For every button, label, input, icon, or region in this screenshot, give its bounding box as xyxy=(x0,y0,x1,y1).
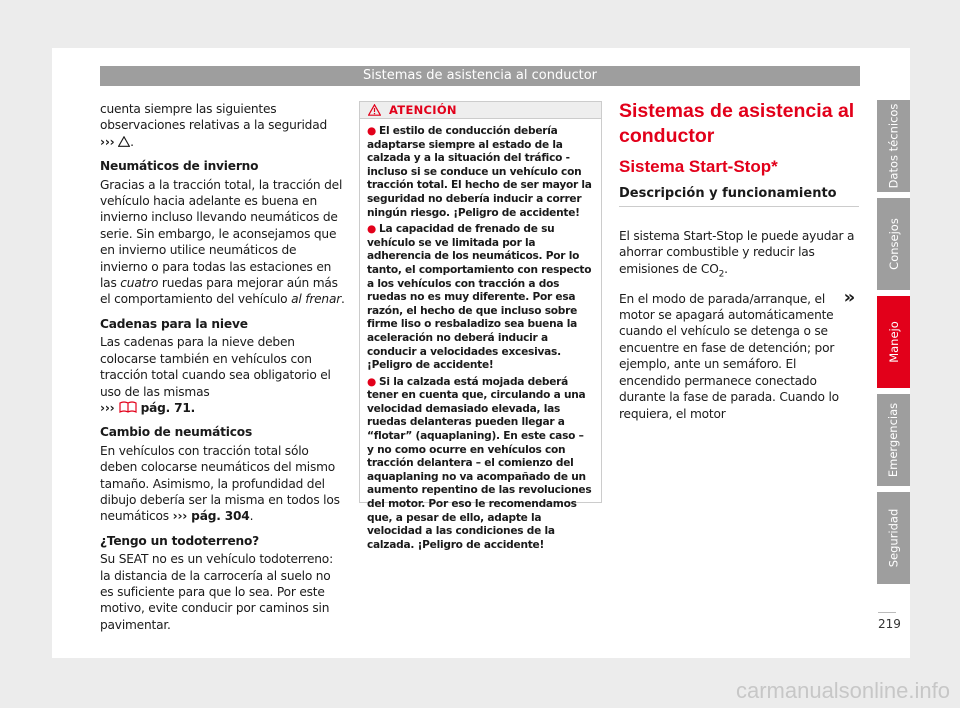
warning-header xyxy=(360,102,601,119)
warning-triangle-icon xyxy=(368,104,381,116)
book-icon xyxy=(119,401,137,413)
section-heading-offroad: ¿Tengo un todoterreno? xyxy=(100,533,260,548)
warning-box xyxy=(359,101,602,551)
page-number: 219 xyxy=(878,617,901,631)
winter-tyres-text: Gracias a la tracción total, la tracción del vehículo hacia adelante es buena en invierno incluso llevando neumáticos de serie. Sin embargo, le aconsejamos que en invierno utilice neumáticos de invierno o para todas las estaciones en las cuatro ruedas para mejorar aún más el comportamiento del vehículo al frenar. xyxy=(100,177,345,307)
section-heading-snow-chains: Cadenas para la nieve xyxy=(100,316,248,331)
tab-seguridad[interactable]: Seguridad xyxy=(877,492,910,584)
tyre-change-text: En vehículos con tracción total sólo deben colocarse neumáticos del mismo tamaño. Asimismo, la profundidad del dibujo debería ser la misma en todos los neumáticos ››› pág. 304. xyxy=(100,443,340,524)
header-title: Sistemas de asistencia al conductor xyxy=(362,68,598,83)
tab-datos-tecnicos[interactable]: Datos técnicos xyxy=(877,100,910,192)
subsection-title: Descripción y funcionamiento xyxy=(619,186,859,207)
page-header xyxy=(100,66,860,86)
warning-item: ● El estilo de conducción debería adaptarse siempre al estado de la calzada y a la situación del tráfico - incluso si se conduce un vehículo con tracción total. El hecho de ser mayor la seguridad no debería inducir a correr ningún riesgo. ¡Peligro de accidente! xyxy=(367,125,592,219)
warning-item: ● Si la calzada está mojada deberá tener en cuenta que, circulando a una velocidad demasiado elevada, las ruedas delanteras pueden llegar a “flotar” (aquaplaning). En este caso – y no como ocurre en vehículos con tracción delantera – el comienzo del aquaplaning no va acompañado de un aumento repentino de las revoluciones del motor. Por eso le recomendamos que, a pesar de ello, adapte la velocidad a las condiciones de la calzada. ¡Peligro de accidente! xyxy=(367,375,592,551)
right-column xyxy=(619,228,859,430)
page-number-rule xyxy=(878,612,896,613)
left-column xyxy=(100,101,345,641)
ref-arrows[interactable]: ››› xyxy=(100,134,115,149)
watermark: carmanualsonline.info xyxy=(735,678,950,703)
tab-emergencias[interactable]: Emergencias xyxy=(877,394,910,486)
warning-triangle-icon xyxy=(118,136,130,147)
start-stop-paragraph: » En el modo de parada/arranque, el motor se apagará automáticamente cuando el vehículo se detenga o se encuentre en fase de detención; por ejemplo, ante un semáforo. El encendido permanece conectado durante la fase de parada. Cuando lo requiera, el motor xyxy=(619,286,855,421)
section-heading-winter-tyres: Neumáticos de invierno xyxy=(100,159,259,174)
warning-item: ● La capacidad de frenado de su vehículo se ve limitada por la adherencia de los neumáticos. Por lo tanto, el comportamiento con respecto a los vehículos con tracción a dos ruedas no es muy diferente. Por esa razón, el hecho de que incluso sobre firme liso o resbaladizo sea buena la aceleración no deberá inducir a conducir a velocidades excesivas. ¡Peligro de accidente! xyxy=(367,223,592,372)
page-link-71[interactable]: ››› pág. 71. xyxy=(100,400,196,415)
section-title-block xyxy=(619,99,859,207)
warning-title: ATENCIÓN xyxy=(389,103,457,117)
continue-arrow-icon[interactable]: » xyxy=(843,286,855,308)
section-heading-tyre-change: Cambio de neumáticos xyxy=(100,425,253,440)
section-title: Sistema Start-Stop* xyxy=(619,157,778,176)
warning-body xyxy=(360,119,601,552)
snow-chains-text: Las cadenas para la nieve deben colocarse también en vehículos con tracción total cuando sea obligatorio el uso de las mismas ››› pág. 71. xyxy=(100,335,331,415)
offroad-text: Su SEAT no es un vehículo todoterreno: la distancia de la carrocería al suelo no es suficiente para que lo sea. Por este motivo, evite conducir por caminos sin pavimentar. xyxy=(100,552,333,632)
tab-consejos[interactable]: Consejos xyxy=(877,198,910,290)
start-stop-intro: El sistema Start-Stop le puede ayudar a ahorrar combustible y reducir las emisiones de $CO_2$. xyxy=(619,229,855,280)
tab-manejo[interactable]: Manejo xyxy=(877,296,910,388)
chapter-title: Sistemas de asistencia al conductor xyxy=(619,100,855,147)
page-link-304[interactable]: ››› pág. 304 xyxy=(172,509,250,524)
intro-paragraph: cuenta siempre las siguientes observaciones relativas a la seguridad ››› . xyxy=(100,102,328,149)
